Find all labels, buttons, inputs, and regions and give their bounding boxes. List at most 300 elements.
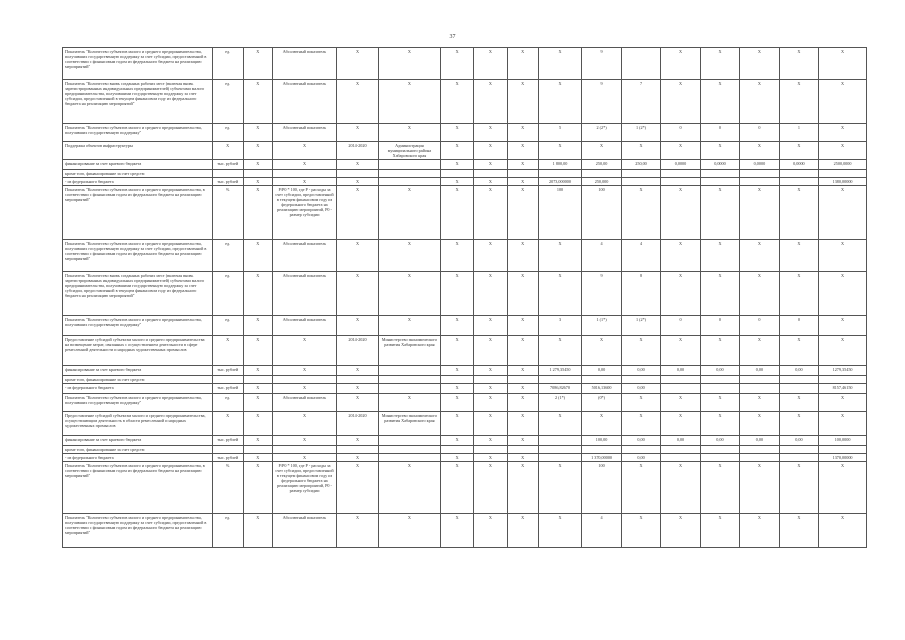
table-cell: Х: [441, 462, 474, 514]
table-cell: 9: [582, 80, 621, 124]
table-cell: Х: [337, 394, 379, 412]
table-cell: [740, 170, 779, 178]
table-cell: Х: [474, 436, 507, 446]
table-cell: Х: [819, 186, 867, 240]
table-cell: Х: [337, 80, 379, 124]
table-cell: Х: [661, 186, 700, 240]
table-row: [63, 394, 867, 412]
table-cell: [779, 170, 818, 178]
table-cell: 0,00: [779, 366, 818, 376]
table-cell: Х: [243, 514, 272, 548]
table-cell: тыс. рублей: [212, 454, 243, 462]
table-cell: 0: [661, 124, 700, 142]
table-cell: [779, 178, 818, 186]
table-cell: Х: [507, 240, 538, 272]
table-cell: Х: [740, 394, 779, 412]
table-cell: ед.: [212, 316, 243, 336]
table-cell: [378, 384, 440, 394]
table-cell: 0: [779, 316, 818, 336]
table-cell: 1279,35450: [819, 366, 867, 376]
table-cell: 0,00: [740, 366, 779, 376]
table-cell: Х: [337, 48, 379, 80]
table-cell: Х: [819, 80, 867, 124]
table-cell: 0: [700, 316, 739, 336]
table-cell: Х: [661, 514, 700, 548]
table-cell: [700, 376, 739, 384]
table-cell: [474, 446, 507, 454]
table-cell: Х: [243, 240, 272, 272]
table-cell: Х: [779, 514, 818, 548]
table-cell: Х: [819, 462, 867, 514]
table-cell: Х: [740, 514, 779, 548]
table-cell: Х: [378, 514, 440, 548]
table-cell: Х: [441, 384, 474, 394]
table-cell: [819, 170, 867, 178]
table-cell: [538, 376, 582, 384]
table-cell: Х: [661, 142, 700, 160]
table-cell: Х: [819, 514, 867, 548]
table-row: [63, 436, 867, 446]
table-cell: Х: [212, 336, 243, 366]
table-cell: 0,00: [582, 366, 621, 376]
table-cell: Х: [441, 366, 474, 376]
table-cell: 0,0000: [740, 160, 779, 170]
table-cell: Х: [474, 412, 507, 436]
table-cell: [582, 446, 621, 454]
table-cell: Х: [740, 412, 779, 436]
table-cell: ед.: [212, 124, 243, 142]
table-cell: 0,0000: [661, 160, 700, 170]
table-cell: [378, 170, 440, 178]
table-row: [63, 446, 867, 454]
table-row: [63, 170, 867, 178]
table-cell: [779, 454, 818, 462]
table-cell: Р/Р0 * 100, где Р - расходы за счет субсидии, предоставленной в текущем финансовом году из федерального бюджета на реализацию мероприятий, Р0 - размер субсидии: [272, 186, 336, 240]
table-cell: 250,00: [621, 160, 660, 170]
table-row: [63, 336, 867, 366]
table-cell: 0: [700, 124, 739, 142]
table-cell: ед.: [212, 514, 243, 548]
table-cell: Х: [378, 272, 440, 316]
table-cell: Х: [819, 142, 867, 160]
table-cell: Х: [243, 80, 272, 124]
table-cell: [441, 446, 474, 454]
table-cell: [337, 376, 379, 384]
table-cell: [779, 384, 818, 394]
table-cell: [740, 446, 779, 454]
table-cell: Х: [441, 240, 474, 272]
table-cell: Х: [700, 80, 739, 124]
table-cell: Х: [337, 124, 379, 142]
table-cell: Х: [819, 394, 867, 412]
table-cell: [272, 170, 336, 178]
table-cell: [378, 376, 440, 384]
table-cell: 100: [538, 186, 582, 240]
table-cell: Х: [337, 240, 379, 272]
table-cell: [661, 170, 700, 178]
table-cell: Х: [243, 454, 272, 462]
table-cell: %: [212, 186, 243, 240]
row-label-cell: - из федерального бюджета: [63, 454, 213, 462]
table-cell: тыс. рублей: [212, 436, 243, 446]
table-cell: [538, 454, 582, 462]
table-cell: Х: [507, 462, 538, 514]
table-cell: Х: [337, 462, 379, 514]
row-label-cell: финансирование за счет краевого бюджета: [63, 366, 213, 376]
table-cell: 1380,00000: [819, 178, 867, 186]
table-cell: Х: [700, 186, 739, 240]
table-cell: 2 (1*): [538, 394, 582, 412]
table-cell: 1 (2*): [621, 124, 660, 142]
table-cell: [212, 446, 243, 454]
table-cell: Х: [779, 462, 818, 514]
row-label-cell: финансирование за счет краевого бюджета: [63, 160, 213, 170]
table-cell: [272, 446, 336, 454]
row-label-cell: Показатель "Количество субъектов малого и среднего предпринимательства, получивших государственную поддержку": [63, 124, 213, 142]
table-cell: Х: [779, 186, 818, 240]
table-cell: Х: [441, 186, 474, 240]
table-cell: Абсолютный показатель: [272, 80, 336, 124]
table-cell: Х: [272, 412, 336, 436]
table-cell: 100: [582, 462, 621, 514]
table-cell: Х: [507, 80, 538, 124]
table-cell: Х: [538, 514, 582, 548]
table-cell: 1 370,00000: [582, 454, 621, 462]
table-cell: Х: [212, 412, 243, 436]
table-cell: [538, 446, 582, 454]
table-cell: [700, 170, 739, 178]
table-cell: 4: [621, 240, 660, 272]
table-cell: [378, 366, 440, 376]
table-cell: Х: [661, 394, 700, 412]
table-cell: тыс. рублей: [212, 178, 243, 186]
table-cell: Х: [507, 142, 538, 160]
table-cell: Х: [243, 178, 272, 186]
table-cell: Х: [474, 514, 507, 548]
table-cell: Х: [582, 412, 621, 436]
table-cell: Х: [819, 48, 867, 80]
table-cell: Х: [700, 412, 739, 436]
table-cell: 1370,00000: [819, 454, 867, 462]
table-cell: [507, 170, 538, 178]
table-cell: Х: [378, 240, 440, 272]
table-cell: [507, 446, 538, 454]
table-cell: Х: [819, 124, 867, 142]
row-label-cell: Показатель "Количество субъектов малого и среднего предпринимательства, в соответствии с финансовым годом из федерального бюджета на реализацию мероприятий": [63, 462, 213, 514]
table-cell: Х: [243, 124, 272, 142]
table-cell: Х: [700, 336, 739, 366]
table-cell: [337, 446, 379, 454]
table-cell: [700, 454, 739, 462]
table-cell: [740, 454, 779, 462]
table-cell: Х: [621, 412, 660, 436]
table-cell: [582, 170, 621, 178]
table-cell: Х: [474, 336, 507, 366]
table-cell: Х: [474, 80, 507, 124]
table-cell: Х: [621, 394, 660, 412]
table-cell: 8: [621, 272, 660, 316]
table-row: [63, 454, 867, 462]
table-cell: 9: [582, 48, 621, 80]
table-cell: Х: [582, 142, 621, 160]
row-label-cell: кроме того, финансирование за счет средств:: [63, 446, 213, 454]
table-cell: Х: [819, 336, 867, 366]
table-cell: Х: [661, 240, 700, 272]
table-cell: %: [212, 462, 243, 514]
table-cell: 2500,0000: [819, 160, 867, 170]
row-label-cell: Показатель "Количество субъектов малого и среднего предпринимательства, получивших государственную поддержку за счет субсидии, предоставленной в соответствии с финансовым годом из федерального бюджета на реализацию мероприятий": [63, 48, 213, 80]
table-cell: [661, 376, 700, 384]
table-cell: тыс. рублей: [212, 384, 243, 394]
table-cell: [378, 160, 440, 170]
table-row: [63, 272, 867, 316]
table-cell: [441, 376, 474, 384]
table-cell: Х: [272, 336, 336, 366]
table-cell: Администрация муниципального района Хабаровского края: [378, 142, 440, 160]
table-cell: Х: [243, 336, 272, 366]
table-row: [63, 366, 867, 376]
table-cell: [378, 446, 440, 454]
table-cell: Х: [507, 366, 538, 376]
table-cell: Х: [337, 366, 379, 376]
table-cell: ед.: [212, 394, 243, 412]
table-cell: Х: [507, 186, 538, 240]
table-cell: Х: [272, 142, 336, 160]
table-cell: Х: [243, 48, 272, 80]
table-cell: Х: [378, 186, 440, 240]
table-cell: 4: [582, 240, 621, 272]
table-cell: [337, 170, 379, 178]
table-cell: Х: [740, 336, 779, 366]
table-cell: 0,00: [621, 436, 660, 446]
table-row: [63, 48, 867, 80]
table-cell: [700, 384, 739, 394]
table-cell: 3: [538, 316, 582, 336]
table-cell: Х: [700, 514, 739, 548]
table-cell: Абсолютный показатель: [272, 124, 336, 142]
table-cell: Х: [243, 384, 272, 394]
row-label-cell: кроме того, финансирование за счет средств:: [63, 170, 213, 178]
table-cell: Х: [661, 48, 700, 80]
table-cell: 0,00: [779, 436, 818, 446]
table-cell: Х: [337, 514, 379, 548]
table-cell: Х: [507, 336, 538, 366]
table-cell: 0,00: [661, 366, 700, 376]
table-cell: 8157,46150: [819, 384, 867, 394]
row-label-cell: - из федерального бюджета: [63, 178, 213, 186]
table-cell: Х: [378, 462, 440, 514]
table-cell: Х: [441, 80, 474, 124]
table-cell: Х: [779, 394, 818, 412]
table-cell: Х: [243, 142, 272, 160]
table-cell: Х: [474, 178, 507, 186]
table-cell: Х: [474, 142, 507, 160]
table-cell: [212, 376, 243, 384]
table-cell: Х: [507, 316, 538, 336]
table-row: [63, 316, 867, 336]
table-cell: Х: [441, 336, 474, 366]
table-cell: Х: [272, 178, 336, 186]
table-cell: [441, 170, 474, 178]
table-cell: Х: [441, 124, 474, 142]
table-cell: Х: [272, 454, 336, 462]
table-cell: Х: [507, 160, 538, 170]
table-cell: Х: [243, 366, 272, 376]
table-cell: Х: [740, 142, 779, 160]
table-cell: Х: [243, 394, 272, 412]
table-cell: 7086,82670: [538, 384, 582, 394]
table-cell: Х: [538, 240, 582, 272]
table-cell: Х: [779, 48, 818, 80]
table-cell: ед.: [212, 48, 243, 80]
row-label-cell: Показатель "Количество субъектов малого и среднего предпринимательства, получивших государственную поддержку": [63, 394, 213, 412]
table-cell: [779, 376, 818, 384]
table-cell: Х: [474, 160, 507, 170]
table-cell: Х: [441, 412, 474, 436]
table-cell: Х: [779, 240, 818, 272]
table-cell: Х: [474, 48, 507, 80]
table-cell: Х: [538, 142, 582, 160]
table-cell: 250,000: [582, 178, 621, 186]
table-cell: Х: [661, 412, 700, 436]
table-cell: Х: [474, 124, 507, 142]
table-cell: Х: [621, 336, 660, 366]
table-cell: Х: [474, 462, 507, 514]
table-cell: Х: [507, 436, 538, 446]
table-cell: Х: [474, 384, 507, 394]
table-cell: 2014-2020: [337, 336, 379, 366]
table-cell: Х: [819, 240, 867, 272]
table-cell: 4: [582, 514, 621, 548]
table-cell: 7: [621, 80, 660, 124]
table-cell: Х: [538, 48, 582, 80]
table-cell: Х: [819, 316, 867, 336]
table-row: [63, 124, 867, 142]
table-cell: Министерство экономического развития Хабаровского края: [378, 412, 440, 436]
table-cell: Министерство экономического развития Хабаровского края: [378, 336, 440, 366]
table-cell: [819, 376, 867, 384]
table-cell: [819, 446, 867, 454]
table-cell: Х: [441, 178, 474, 186]
table-cell: ед.: [212, 240, 243, 272]
table-cell: Х: [740, 272, 779, 316]
table-cell: Х: [441, 514, 474, 548]
table-cell: [582, 376, 621, 384]
table-cell: Х: [474, 240, 507, 272]
table-cell: [740, 178, 779, 186]
page-number: 37: [449, 34, 456, 40]
table-cell: 0: [740, 124, 779, 142]
table-row: [63, 384, 867, 394]
table-cell: [378, 454, 440, 462]
table-cell: [661, 446, 700, 454]
table-cell: Х: [507, 454, 538, 462]
table-cell: [661, 454, 700, 462]
table-cell: Х: [621, 186, 660, 240]
table-cell: [740, 384, 779, 394]
table-cell: Х: [740, 462, 779, 514]
row-label-cell: Показатель "Количество субъектов малого и среднего предпринимательства, получивших государственную поддержку за счет субсидии, предоставленной в соответствии с финансовым годом из федерального бюджета на реализацию мероприятий": [63, 240, 213, 272]
table-cell: Абсолютный показатель: [272, 514, 336, 548]
table-cell: Х: [474, 394, 507, 412]
table-cell: Х: [740, 48, 779, 80]
table-cell: Х: [474, 454, 507, 462]
table-cell: [779, 446, 818, 454]
table-cell: Х: [243, 316, 272, 336]
table-row: [63, 412, 867, 436]
table-cell: Абсолютный показатель: [272, 48, 336, 80]
table-cell: 0: [661, 316, 700, 336]
table-cell: 2014-2020: [337, 142, 379, 160]
table-cell: Х: [507, 384, 538, 394]
table-cell: Х: [272, 366, 336, 376]
table-cell: Х: [337, 178, 379, 186]
table-cell: Х: [538, 80, 582, 124]
row-label-cell: Предоставление субсидий субъектам малого и среднего предпринимательства, осуществляющим деятельность в области ремесленной и народных художественных промыслов: [63, 412, 213, 436]
table-cell: [740, 376, 779, 384]
table-cell: [621, 178, 660, 186]
table-cell: Х: [337, 272, 379, 316]
table-cell: 5: [538, 124, 582, 142]
table-cell: Х: [441, 142, 474, 160]
table-cell: Х: [378, 48, 440, 80]
table-row: [63, 186, 867, 240]
table-cell: Х: [441, 272, 474, 316]
table-cell: [378, 436, 440, 446]
table-cell: Х: [337, 454, 379, 462]
table-cell: 0,00: [700, 436, 739, 446]
table-cell: [700, 446, 739, 454]
table-cell: Х: [779, 412, 818, 436]
table-cell: Х: [337, 160, 379, 170]
table-cell: Х: [507, 394, 538, 412]
table-cell: Х: [272, 384, 336, 394]
table-cell: Х: [740, 186, 779, 240]
table-cell: 0,00: [740, 436, 779, 446]
table-cell: Х: [700, 272, 739, 316]
row-label-cell: Предоставление субсидий субъектам малого и среднего предпринимательства на возмещение затрат, связанных с осуществлением деятельности в сфере ремесленной деятельности и народных художественных промыслов: [63, 336, 213, 366]
table-cell: [621, 48, 660, 80]
table-cell: 0,0000: [779, 160, 818, 170]
table-row: [63, 240, 867, 272]
table-cell: [243, 376, 272, 384]
table-cell: 250,00: [582, 160, 621, 170]
table-cell: Х: [474, 366, 507, 376]
table-cell: Х: [507, 124, 538, 142]
table-cell: тыс. рублей: [212, 160, 243, 170]
table-cell: Х: [538, 336, 582, 366]
table-cell: Х: [621, 142, 660, 160]
table-cell: Х: [740, 80, 779, 124]
table-cell: Х: [272, 436, 336, 446]
table-cell: Х: [441, 454, 474, 462]
table-cell: Р/Р0 * 100, где Р - расходы за счет субсидии, предоставленной в текущем финансовом году из федерального бюджета на реализацию мероприятий, Р0 - размер субсидии: [272, 462, 336, 514]
table-cell: [474, 170, 507, 178]
table-cell: Х: [661, 336, 700, 366]
table-cell: Х: [243, 186, 272, 240]
row-label-cell: кроме того, финансирование за счет средств:: [63, 376, 213, 384]
table-cell: (0*): [582, 394, 621, 412]
table-cell: Х: [507, 514, 538, 548]
table-cell: Х: [507, 412, 538, 436]
table-cell: Х: [441, 436, 474, 446]
table-cell: Х: [700, 462, 739, 514]
table-cell: 0: [740, 316, 779, 336]
table-cell: 1: [779, 124, 818, 142]
table-cell: Х: [337, 436, 379, 446]
table-cell: 2014-2020: [337, 412, 379, 436]
table-cell: Х: [378, 316, 440, 336]
